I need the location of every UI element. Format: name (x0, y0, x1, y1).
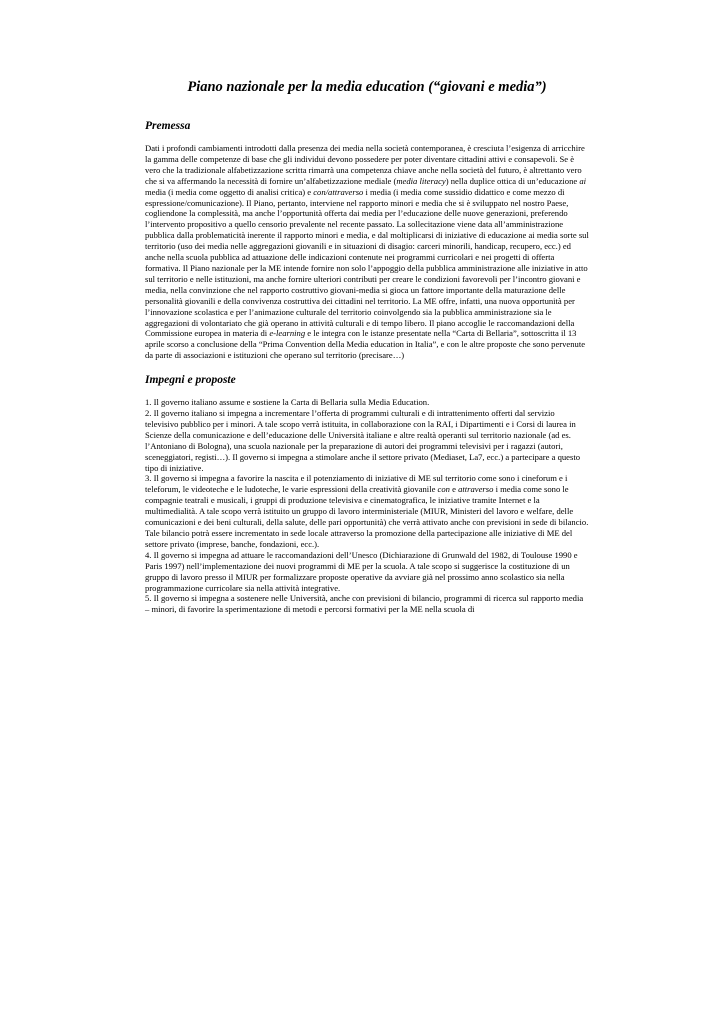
text-run: i media (i media come sussidio didattico e come mezzo di espressione/comunicazione). Il Piano, pertanto, interviene nel rapporto minori e media che si è sviluppato nel nostro Paese, cogliendone la complessità, ma anche l’opportunità offerta dai media per l’educazione delle nuove generazioni, preferendo l’intervento propositivo a quello censorio prevalente nel recente passato. La sollecitazione viene data all’amministrazione pubblica dalla problematicità inerente il rapporto minori e media, e dal moltiplicarsi di iniziative di educazione ai media sorte sul territorio (uso dei media nelle aggregazioni giovanili e in situazioni di disagio: carceri minorili, handicap, recupero, ecc.) ed anche nella scuola pubblica ad attuazione delle indicazioni contenute nei programmi curricolari e nei progetti di offerta formativa. Il Piano nazionale per la ME intende fornire non solo l’appoggio della pubblica amministrazione alle iniziative in atto sul territorio e nelle istituzioni, ma anche fornire ulteriori contributi per creare le condizioni favorevoli per l’incontro giovani e media, nella convinzione che nel rapporto costruttivo giovani-media si gioca un fattore importante della maturazione delle personalità giovanili e della convivenza costruttiva dei cittadini nel territorio. La ME offre, infatti, una nuova opportunità per l’innovazione scolastica e per l’animazione culturale del territorio coinvolgendo sia la pubblica amministrazione sia le aggregazioni di volontariato che già operano in attività culturali e di tempo libero. Il piano accoglie le raccomandazioni della Commissione europea in materia di (145, 186, 589, 339)
italic-text: media literacy (396, 175, 446, 186)
italic-text: e-learning (269, 328, 306, 339)
section-premessa (145, 119, 589, 361)
text-run: 3. Il governo si impegna a favorire la nascita e il potenziamento di iniziative di ME sul territorio come sono i cineforum e i teleforum, le videoteche e le ludoteche, le varie espressioni della creatività giovanile (145, 473, 568, 495)
text-run: e le integra con le istanze presentate nella “Carta di Bellaria”, sottoscritta il 13 aprile scorso a conclusione della “Prima Convention della Media education in Italia”, e con le altre proposte che sono pervenute da parte di associazioni e istituzioni che operano sul territorio (precisare…) (145, 328, 586, 361)
text-run: Dati i profondi cambiamenti introdotti dalla presenza dei media nella società contemporanea, è cresciuta l’esigenza di arricchire la gamma delle competenze di base che gli individui devono possedere per poter diventare cittadini attivi e consapevoli. Se è vero che la tradizionale alfabetizzazione scritta rimarrà una competenza chiave anche nella società del futuro, è altrettanto vero che si va affermando la necessità di fornire un’alfabetizzazione mediale ( (145, 143, 585, 186)
document-page (145, 78, 589, 615)
italic-text: ai (579, 175, 587, 186)
impegno-item-3 (145, 473, 589, 549)
italic-text: con (437, 484, 450, 495)
premessa-paragraph (145, 143, 589, 361)
impegno-item-2 (145, 408, 589, 473)
impegno-item-5 (145, 593, 589, 615)
text-run: 4. Il governo si impegna ad attuare le raccomandazioni dell’Unesco (Dichiarazione di Grunwald del 1982, di Toulouse 1990 e Paris 1997) nell’implementazione dei nuovi programmi di ME per la scuola. A tale scopo si suggerisce la costituzione di un gruppo di lavoro presso il MIUR per formalizzare proposte operative da avviare già nel prossimo anno scolastico sia nella programmazione curricolare sia nella attività integrative. (145, 549, 578, 593)
text-run: e (449, 484, 459, 495)
impegni-list (145, 397, 589, 615)
text-run: i media come sono le compagnie teatrali e musicali, i gruppi di produzione televisiva e cinematografica, le iniziative tramite Internet e la multimedialità. A tale scopo verrà istituito un gruppo di lavoro interministeriale (MIUR, Ministeri del lavoro e welfare, delle comunicazioni e dei beni culturali, della salute, delle pari opportunità) che verrà attivato anche con previsioni in sede di bilancio. Tale bilancio potrà essere incrementato in sede locale attraverso la promozione della partecipazione alle iniziative di ME del settore privato (imprese, banche, fondazioni, ecc.). (145, 484, 589, 549)
text-run: 5. Il governo si impegna a sostenere nelle Università, anche con previsioni di bilancio, programmi di ricerca sul rapporto media – minori, di favorire la sperimentazione di metodi e percorsi formativi per la ME nella scuola di (145, 593, 584, 615)
impegno-item-1 (145, 397, 589, 408)
italic-text: con/attraverso (313, 186, 364, 197)
italic-text: attraverso (458, 484, 494, 495)
document-title: Piano nazionale per la media education (“giovani e media”) (187, 79, 547, 95)
text-run: ) nella duplice ottica di un’educazione (445, 175, 580, 186)
section-heading-premessa: Premessa (145, 120, 191, 132)
section-impegni (145, 373, 589, 615)
text-run: 1. Il governo italiano assume e sostiene la Carta di Bellaria sulla Media Education. (145, 397, 430, 408)
text-run: 2. Il governo italiano si impegna a incrementare l’offerta di programmi culturali e di intrattenimento offerti dal servizio televisivo pubblico per i minori. A tale scopo verrà istituita, in collaborazione con la RAI, i Dipartimenti e i Corsi di laurea in Scienze della comunicazione e dell’educazione delle Università italiane e altre realtà operanti sul territorio nazionale (ad es. l’Antoniano di Bologna), una scuola nazionale per la preparazione di autori dei programmi televisivi per i ragazzi (autori, sceneggiatori, registi…). Il governo si impegna a stimolare anche il settore privato (Mediaset, La7, ecc.) a partecipare a questo tipo di iniziative. (145, 408, 581, 473)
impegno-item-4 (145, 550, 589, 594)
text-run: media (i media come oggetto di analisi critica) e (145, 186, 314, 197)
section-heading-impegni: Impegni e proposte (145, 374, 236, 387)
